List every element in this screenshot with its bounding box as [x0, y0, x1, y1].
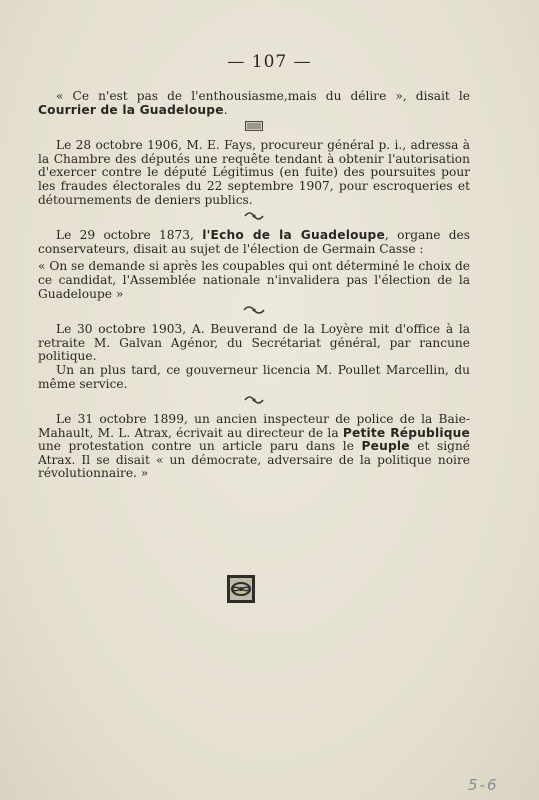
text-run: Le 30 octobre 1903, A. Beuverand de la Loyère mit d'office à la retraite M. Galvan Agénor, du Secrétariat général, par rancune politique. — [38, 322, 470, 364]
paragraph-fays — [38, 139, 470, 207]
pencil-annotation: 5-6 — [468, 776, 499, 794]
paragraph-quote — [38, 260, 470, 301]
tailpiece-ornament-icon — [226, 574, 256, 604]
page-number: — 107 — — [227, 52, 312, 72]
text-run: une protestation contre un article paru dans le — [38, 439, 362, 454]
text-run: Le 29 octobre 1873, — [56, 228, 203, 243]
ornament-swirl — [38, 393, 470, 407]
paragraph-echo — [38, 229, 470, 256]
text-run: , organe des conservateurs, disait au sujet de l'élection de Germain Casse : — [38, 228, 470, 256]
ornament-swirl — [38, 303, 470, 317]
text-run: . — [223, 102, 228, 117]
text-run: Le 28 octobre 1906, M. E. Fays, procureur général p. i., adressa à la Chambre des députés une requête tendant à obtenir l'autorisation d'exercer contre le député Légitimus (en fuite) des poursuites pour les fraudes électorales du 22 septembre 1907, pour escroqueries et détournements de deniers publics. — [38, 138, 470, 207]
paragraph-courrier — [38, 90, 470, 117]
paragraph-poullet — [38, 364, 470, 391]
text-run: « On se demande si après les coupables qui ont déterminé le choix de ce candidat, l'Assemblée nationale n'invalidera pas l'élection de la Guadeloupe » — [38, 259, 470, 301]
text-run: Le 31 octobre 1899, un ancien inspecteur de police de la Baie-Mahault, M. L. Atrax, écrivait au directeur de la — [38, 412, 470, 440]
newspaper-title: l'Echo de la Guadeloupe — [202, 228, 385, 243]
ornament-swirl — [38, 209, 470, 223]
paragraph-atrax — [38, 413, 470, 481]
newspaper-title: Petite République — [342, 425, 470, 440]
newspaper-title: Courrier de la Guadeloupe — [38, 102, 224, 117]
text-run: « Ce n'est pas de l'enthousiasme,mais du délire », disait le — [56, 89, 470, 103]
text-run: et signé Atrax. Il se disait « un démocrate, adversaire de la politique noire révolutionnaire. » — [38, 439, 471, 481]
paragraph-beuverand — [38, 323, 470, 364]
newspaper-title: Peuple — [361, 439, 410, 454]
text-run: Un an plus tard, ce gouverneur licencia M. Poullet Marcellin, du même service. — [38, 362, 470, 391]
ornament-rect — [38, 119, 470, 133]
document-body — [38, 90, 470, 481]
